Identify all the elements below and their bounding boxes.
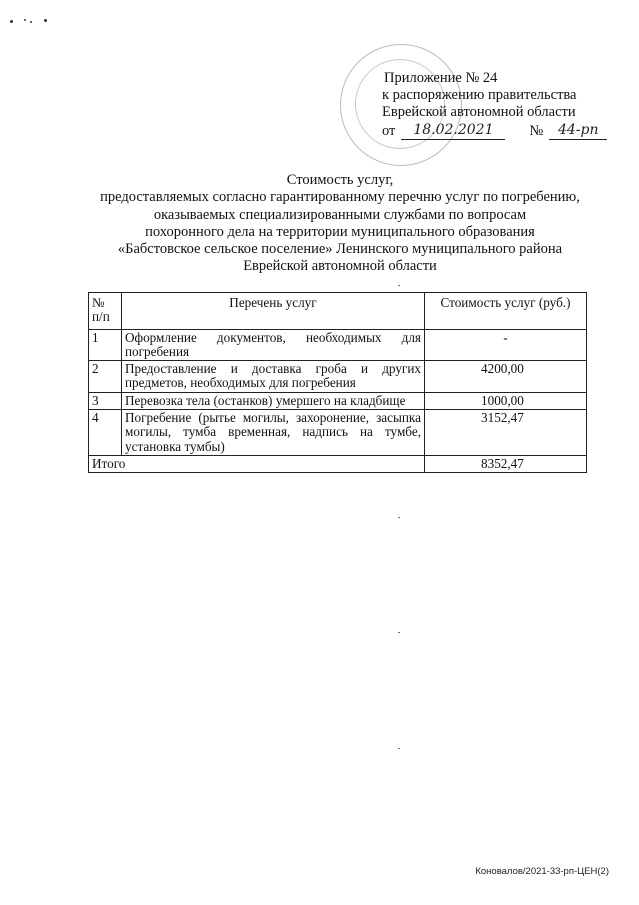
services-cost-table: [88, 292, 587, 473]
title-line-2: предоставляемых согласно гарантированному перечню услуг по погребению,: [100, 189, 580, 206]
scan-dot: [398, 632, 400, 633]
title-line-1: Стоимость услуг,: [286, 172, 394, 188]
handwritten-date: 18.02.2021: [401, 122, 505, 140]
row-service: Перевозка тела (останков) умершего на кладбище: [122, 392, 425, 409]
row-num: 3: [89, 392, 122, 409]
row-num: 1: [89, 329, 122, 361]
header-services: Перечень услуг: [122, 293, 425, 330]
appendix-title: Приложение № 24: [384, 70, 498, 86]
table-header-row: [89, 293, 587, 330]
row-service: Оформление документов, необходимых для погребения: [122, 329, 425, 361]
title-line-3: оказываемых специализированными службами по вопросам: [153, 206, 527, 223]
scan-specks: [10, 16, 70, 26]
row-cost: 1000,00: [425, 392, 587, 409]
scan-dot: [398, 285, 400, 286]
table-row: [89, 329, 587, 361]
title-line-5: «Бабстовское сельское поселение» Ленинского муниципального района: [117, 241, 563, 258]
row-service: Предоставление и доставка гроба и других предметов, необходимых для погребения: [122, 361, 425, 393]
header-num: № п/п: [89, 293, 122, 330]
handwritten-number: 44-рп: [549, 122, 607, 140]
appendix-authority: Еврейской автономной области: [382, 104, 576, 120]
table-row: [89, 392, 587, 409]
table-row: [89, 361, 587, 393]
row-num: 2: [89, 361, 122, 393]
title-line-6: Еврейской автономной области: [243, 258, 437, 275]
title-line-4: похоронного дела на территории муниципального образования: [145, 223, 535, 240]
scan-dot: [398, 517, 400, 518]
appendix-date-number: [382, 122, 612, 140]
total-label: Итого: [89, 455, 425, 472]
row-cost: -: [425, 329, 587, 361]
document-title: [70, 172, 610, 276]
row-cost: 3152,47: [425, 410, 587, 456]
scan-dot: [398, 748, 400, 749]
row-cost: 4200,00: [425, 361, 587, 393]
date-prefix: от: [382, 123, 396, 139]
table-total-row: [89, 455, 587, 472]
header-cost: Стоимость услуг (руб.): [425, 293, 587, 330]
document-code: Коновалов/2021-33-рп-ЦЕН(2): [475, 866, 609, 877]
number-prefix: №: [529, 123, 544, 139]
row-service: Погребение (рытье могилы, захоронение, засыпка могилы, тумба временная, надпись на тумбе, установка тумбы): [122, 410, 425, 456]
row-num: 4: [89, 410, 122, 456]
total-value: 8352,47: [425, 455, 587, 472]
appendix-header: [382, 70, 612, 140]
table-row: [89, 410, 587, 456]
appendix-reference: к распоряжению правительства: [382, 87, 577, 103]
